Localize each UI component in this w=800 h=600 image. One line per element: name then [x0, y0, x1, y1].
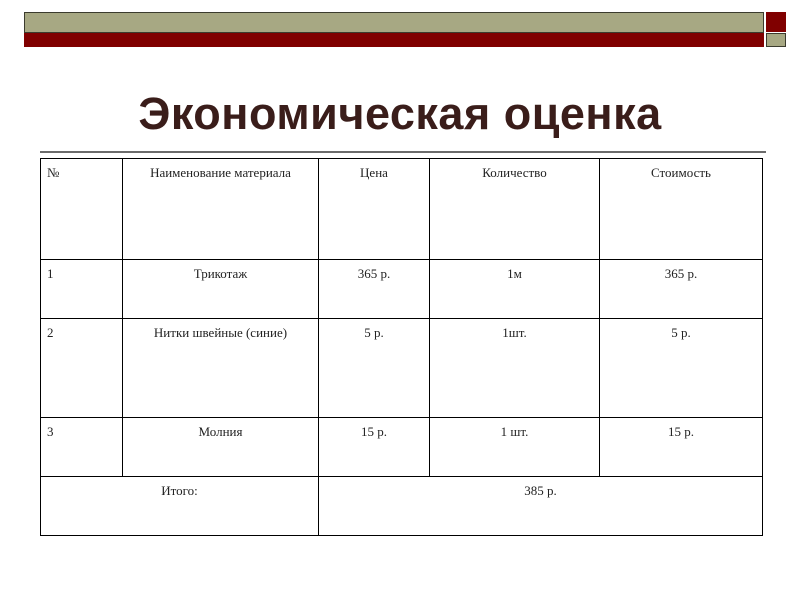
header-price: Цена [319, 159, 430, 260]
row-cost: 5 р. [600, 319, 763, 418]
total-value: 385 р. [319, 477, 763, 536]
header-material-name: Наименование материала [123, 159, 319, 260]
row-quantity: 1 шт. [430, 418, 600, 477]
header-quantity: Количество [430, 159, 600, 260]
row-quantity: 1м [430, 260, 600, 319]
row-price: 15 р. [319, 418, 430, 477]
row-material-name: Молния [123, 418, 319, 477]
header-number: № [41, 159, 123, 260]
table-row [41, 319, 763, 418]
total-label: Итого: [41, 477, 319, 536]
row-material-name: Трикотаж [123, 260, 319, 319]
header-cost: Стоимость [600, 159, 763, 260]
title-divider [40, 151, 766, 153]
row-cost: 15 р. [600, 418, 763, 477]
header-olive-square [766, 33, 786, 47]
row-number: 3 [41, 418, 123, 477]
row-quantity: 1шт. [430, 319, 600, 418]
total-row [41, 477, 763, 536]
row-material-name: Нитки швейные (синие) [123, 319, 319, 418]
table-row [41, 260, 763, 319]
row-number: 1 [41, 260, 123, 319]
table-header-row [41, 159, 763, 260]
row-number: 2 [41, 319, 123, 418]
header-olive-bar [24, 12, 764, 33]
row-price: 5 р. [319, 319, 430, 418]
materials-table [40, 158, 763, 536]
header-red-bar [24, 33, 764, 47]
header-red-square [766, 12, 786, 32]
row-price: 365 р. [319, 260, 430, 319]
table-row [41, 418, 763, 477]
slide-title: Экономическая оценка [138, 88, 662, 139]
row-cost: 365 р. [600, 260, 763, 319]
